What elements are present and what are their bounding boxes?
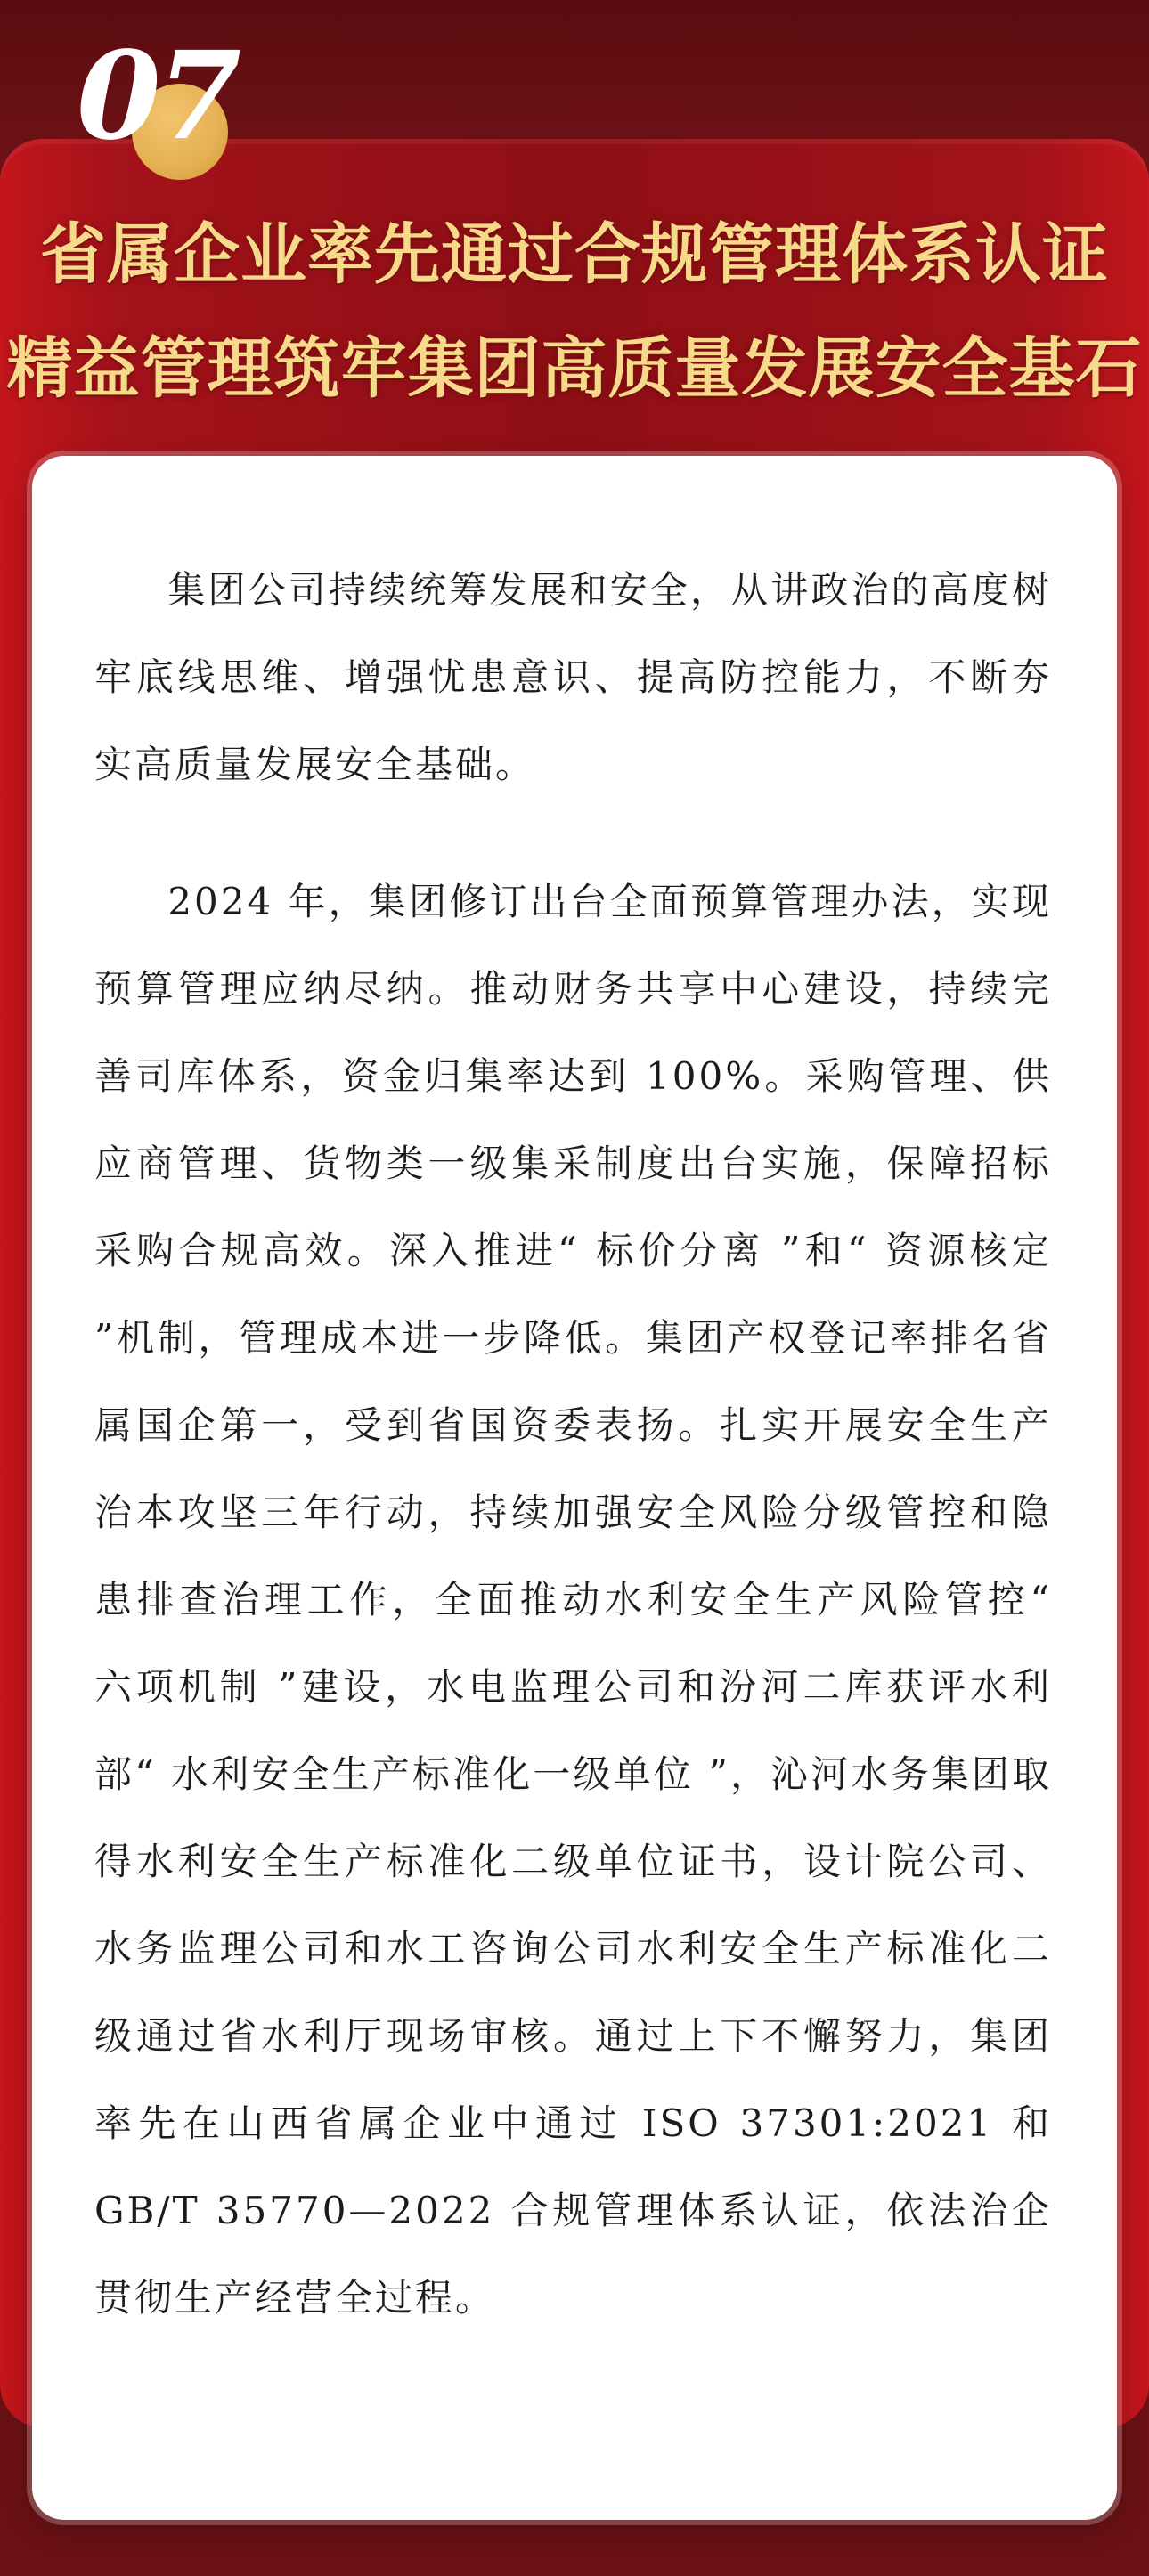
body-paragraph-2: 2024 年，集团修订出台全面预算管理办法，实现预算管理应纳尽纳。推动财务共享中心建设，持续完善司库体系，资金归集率达到 100%。采购管理、供应商管理、货物类一级集采制度出台实施，保障招标采购合规高效。深入推进“ 标价分离 ”和“ 资源核定 ”机制，管理成本进一步降低。集团产权登记率排名省属国企第一，受到省国资委表扬。扎实开展安全生产治本攻坚三年行动，持续加强安全风险分级管控和隐患排查治理工作，全面推动水利安全生产风险管控“ 六项机制 ”建设，水电监理公司和汾河二库获评水利部“ 水利安全生产标准化一级单位 ”，沁河水务集团取得水利安全生产标准化二级单位证书，设计院公司、水务监理公司和水工咨询公司水利安全生产标准化二级通过省水利厅现场审核。通过上下不懈努力，集团率先在山西省属企业中通过 ISO 37301:2021 和 GB/T 35770—2022 合规管理体系认证，依法治企贯彻生产经营全过程。 — [94, 880, 1052, 2320]
headline-line-1: 省属企业率先通过合规管理体系认证 — [40, 216, 1109, 293]
section-number: 07 — [77, 25, 239, 167]
content-card — [32, 456, 1117, 2520]
body-paragraph-1: 集团公司持续统筹发展和安全，从讲政治的高度树牢底线思维、增强忧患意识、提高防控能力，不断夯实高质量发展安全基础。 — [94, 568, 1052, 786]
headline-line-2: 精益管理筑牢集团高质量发展安全基石 — [6, 330, 1143, 407]
headline — [0, 198, 1149, 426]
